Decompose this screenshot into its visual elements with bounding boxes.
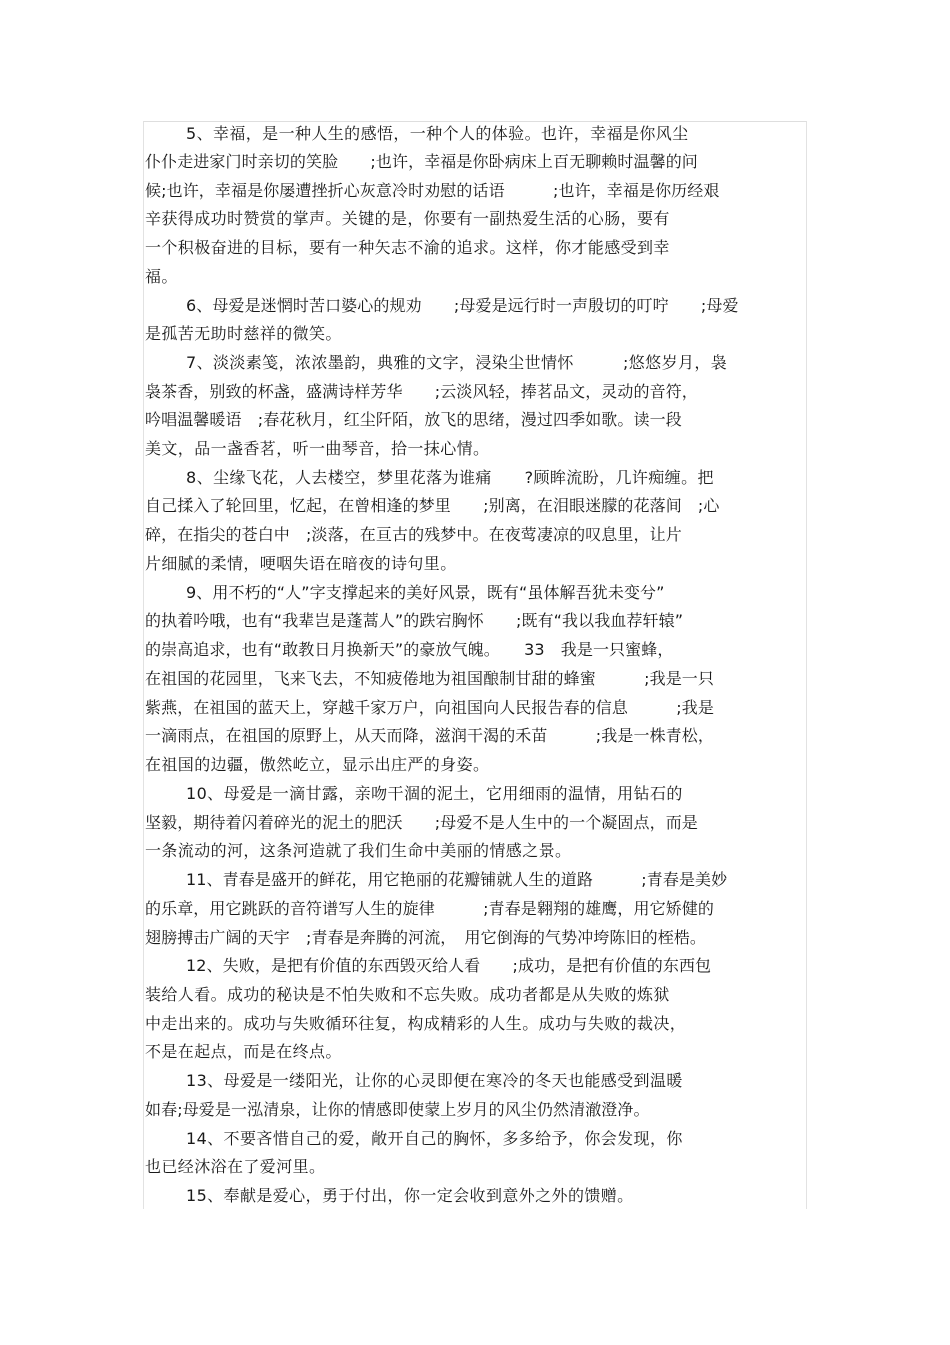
text-line: 在祖国的花园里，飞来飞去，不知疲倦地为祖国酿制甘甜的蜂蜜 ;我是一只 — [145, 669, 714, 688]
text-line: 片细腻的柔情，哽咽失语在暗夜的诗句里。 — [145, 554, 457, 573]
text-line: 候;也许，幸福是你屡遭挫折心灰意冷时劝慰的话语 ;也许，幸福是你历经艰 — [145, 181, 720, 200]
text-line: 一滴雨点，在祖国的原野上，从天而降，滋润干渴的禾苗 ;我是一株青松， — [145, 726, 714, 745]
text-line: 自己揉入了轮回里，忆起，在曾相逢的梦里 ;别离，在泪眼迷朦的花落间 ;心 — [145, 496, 720, 515]
text-line: 一条流动的河，这条河造就了我们生命中美丽的情感之景。 — [145, 841, 572, 860]
text-line: 13、母爱是一缕阳光，让你的心灵即便在寒冷的冬天也能感受到温暖 — [186, 1071, 683, 1090]
text-line: 美文，品一盏香茗，听一曲琴音，拾一抹心情。 — [145, 439, 490, 458]
text-line: 中走出来的。成功与失败循环往复，构成精彩的人生。成功与失败的裁决， — [145, 1014, 687, 1033]
text-line: 碎，在指尖的苍白中 ;淡落，在亘古的残梦中。在夜莺凄凉的叹息里，让片 — [145, 525, 682, 544]
text-line: 仆仆走进家门时亲切的笑脸 ;也许，幸福是你卧病床上百无聊赖时温馨的问 — [145, 152, 698, 171]
text-line: 装给人看。成功的秘诀是不怕失败和不忘失败。成功者都是从失败的炼狱 — [145, 985, 670, 1004]
text-line: 一个积极奋进的目标，要有一种矢志不渝的追求。这样，你才能感受到幸 — [145, 238, 670, 257]
text-line: 紫燕，在祖国的蓝天上，穿越千家万户，向祖国向人民报告春的信息 ;我是 — [145, 698, 714, 717]
text-line: 翅膀搏击广阔的天宇 ;青春是奔腾的河流， 用它倒海的气势冲垮陈旧的桎梏。 — [145, 928, 706, 947]
text-line: 的执着吟哦，也有“我辈岂是蓬蒿人”的跌宕胸怀 ;既有“我以我血荐轩辕” — [145, 611, 684, 630]
text-line: 7、淡淡素笺，浓浓墨韵，典雅的文字，浸染尘世情怀 ;悠悠岁月，袅 — [186, 353, 728, 372]
text-line: 是孤苦无助时慈祥的微笑。 — [145, 324, 342, 343]
text-line: 福。 — [145, 267, 178, 286]
text-line: 坚毅，期待着闪着碎光的泥土的肥沃 ;母爱不是人生中的一个凝固点，而是 — [145, 813, 698, 832]
text-line: 11、青春是盛开的鲜花，用它艳丽的花瓣铺就人生的道路 ;青春是美妙 — [186, 870, 728, 889]
text-line: 8、尘缘飞花，人去楼空，梦里花落为谁痛 ?顾眸流盼，几许痴缠。把 — [186, 468, 714, 487]
text-line: 12、失败，是把有价值的东西毁灭给人看 ;成功，是把有价值的东西包 — [186, 956, 712, 975]
text-line: 15、奉献是爱心，勇于付出，你一定会收到意外之外的馈赠。 — [186, 1186, 634, 1205]
text-line: 9、用不朽的“人”字支撑起来的美好风景，既有“虽体解吾犹未变兮” — [186, 583, 665, 602]
text-line: 也已经沐浴在了爱河里。 — [145, 1157, 326, 1176]
text-line: 袅茶香，别致的杯盏，盛满诗样芳华 ;云淡风轻，捧茗品文，灵动的音符， — [145, 382, 698, 401]
text-line: 如春;母爱是一泓清泉，让你的情感即使蒙上岁月的风尘仍然清澈澄净。 — [145, 1100, 650, 1119]
text-line: 吟唱温馨暖语 ;春花秋月，红尘阡陌，放飞的思绪，漫过四季如歌。读一段 — [145, 410, 682, 429]
text-line: 的乐章，用它跳跃的音符谱写人生的旋律 ;青春是翱翔的雄鹰，用它矫健的 — [145, 899, 714, 918]
text-line: 的崇高追求，也有“敢教日月换新天”的豪放气魄。 33 我是一只蜜蜂， — [145, 640, 674, 659]
text-line: 14、不要吝惜自己的爱，敞开自己的胸怀，多多给予，你会发现，你 — [186, 1129, 683, 1148]
text-line: 辛获得成功时赞赏的掌声。关键的是，你要有一副热爱生活的心肠，要有 — [145, 209, 670, 228]
text-line: 10、母爱是一滴甘露，亲吻干涸的泥土，它用细雨的温情，用钻石的 — [186, 784, 683, 803]
text-line: 不是在起点，而是在终点。 — [145, 1042, 342, 1061]
text-line: 6、母爱是迷惘时苦口婆心的规劝 ;母爱是远行时一声殷切的叮咛 ;母爱 — [186, 296, 739, 315]
text-line: 在祖国的边疆，傲然屹立，显示出庄严的身姿。 — [145, 755, 490, 774]
text-line: 5、幸福，是一种人生的感悟，一种个人的体验。也许，幸福是你风尘 — [186, 124, 689, 143]
